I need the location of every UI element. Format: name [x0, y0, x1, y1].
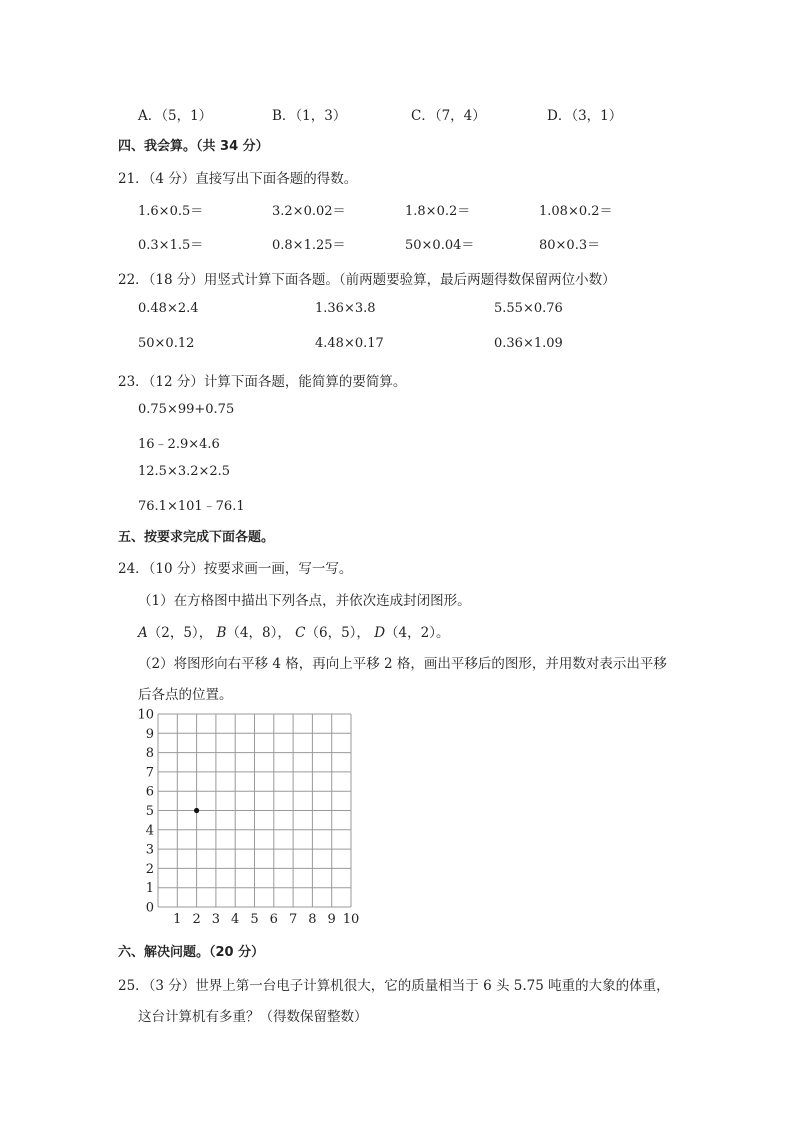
- period: 。: [435, 625, 450, 641]
- separator: ，: [198, 625, 213, 641]
- y-tick-label: 4: [145, 823, 154, 839]
- y-tick-label: 8: [145, 746, 154, 762]
- x-tick-label: 3: [211, 912, 221, 927]
- q22-item: 0.48×2.4: [138, 301, 199, 316]
- choice-b: B．（1，3）: [272, 108, 347, 124]
- q21-item: 3.2×0.02＝: [272, 204, 346, 219]
- point-a-name: A: [138, 625, 148, 641]
- point-c-coord: （6，5）: [305, 625, 357, 641]
- x-tick-label: 5: [250, 912, 259, 927]
- point-d-name: D: [374, 625, 386, 641]
- section5-title: 五、按要求完成下面各题。: [118, 530, 275, 545]
- y-tick-label: 7: [145, 765, 154, 781]
- y-tick-label: 10: [137, 708, 154, 723]
- q25-line1: 25．（3 分）世界上第一台电子计算机很大，它的质量相当于 6 头 5.75 吨重的大象的体重，: [118, 978, 670, 994]
- separator: ，: [277, 625, 291, 641]
- q23-stem: 23．（12 分）计算下面各题，能简算的要简算。: [118, 374, 407, 390]
- q22-item: 5.55×0.76: [494, 301, 563, 316]
- point-c-name: C: [295, 625, 306, 641]
- x-tick-label: 2: [192, 912, 201, 927]
- x-tick-label: 1: [173, 912, 182, 927]
- plotted-point: [194, 808, 199, 813]
- x-tick-label: 9: [327, 912, 336, 927]
- q24-part2-line1: （2）将图形向右平移 4 格，再向上平移 2 格，画出平移后的图形，并用数对表示出平移: [138, 656, 667, 672]
- separator: ，: [356, 625, 370, 641]
- q24-stem: 24．（10 分）按要求画一画，写一写。: [118, 561, 353, 577]
- point-b-name: B: [216, 625, 227, 641]
- q22-item: 1.36×3.8: [315, 301, 376, 316]
- q23-item: 0.75×99+0.75: [138, 402, 235, 417]
- choice-a: A．（5，1）: [138, 108, 213, 124]
- q21-item: 1.6×0.5＝: [138, 204, 204, 219]
- x-tick-label: 7: [288, 912, 298, 927]
- q23-item: 16﹣2.9×4.6: [138, 437, 220, 452]
- q23-item: 12.5×3.2×2.5: [138, 464, 231, 479]
- q21-item: 80×0.3＝: [539, 238, 601, 253]
- point-d-coord: （4，2）: [385, 625, 436, 641]
- q21-item: 0.8×1.25＝: [272, 238, 346, 253]
- q21-stem: 21．（4 分）直接写出下面各题的得数。: [118, 171, 358, 187]
- y-tick-label: 6: [145, 784, 154, 800]
- q22-item: 50×0.12: [138, 336, 195, 351]
- x-tick-label: 6: [269, 912, 278, 927]
- y-tick-label: 2: [145, 861, 154, 877]
- section4-title: 四、我会算。（共 34 分）: [118, 139, 269, 154]
- q21-item: 1.8×0.2＝: [405, 204, 471, 219]
- coordinate-grid[interactable]: [136, 708, 362, 932]
- q22-item: 0.36×1.09: [494, 336, 563, 351]
- choice-c: C．（7，4）: [411, 108, 486, 124]
- q25-line2: 这台计算机有多重？（得数保留整数）: [138, 1009, 368, 1025]
- point-a-coord: （2，5）: [147, 625, 199, 641]
- q22-stem: 22．（18 分）用竖式计算下面各题。（前两题要验算，最后两题得数保留两位小数）: [118, 272, 616, 288]
- q21-item: 1.08×0.2＝: [539, 204, 613, 219]
- point-b-coord: （4，8）: [226, 625, 278, 641]
- q24-part1: （1）在方格图中描出下列各点，并依次连成封闭图形。: [138, 593, 471, 609]
- y-tick-label: 5: [145, 804, 154, 819]
- choice-d: D．（3，1）: [547, 108, 623, 124]
- x-tick-label: 4: [231, 912, 240, 927]
- y-tick-label: 9: [145, 726, 154, 742]
- y-tick-label: 3: [145, 842, 154, 858]
- y-tick-label: 0: [145, 900, 154, 916]
- x-tick-label: 8: [308, 912, 317, 927]
- q21-item: 0.3×1.5＝: [138, 238, 204, 253]
- q22-item: 4.48×0.17: [315, 336, 384, 351]
- x-tick-label: 10: [342, 912, 360, 927]
- q21-item: 50×0.04＝: [405, 238, 475, 253]
- y-tick-label: 1: [145, 881, 154, 897]
- q24-part2-line2: 后各点的位置。: [138, 687, 233, 703]
- q24-points: [138, 621, 449, 641]
- section6-title: 六、解决问题。（20 分）: [118, 945, 265, 960]
- q23-item: 76.1×101﹣76.1: [138, 499, 245, 514]
